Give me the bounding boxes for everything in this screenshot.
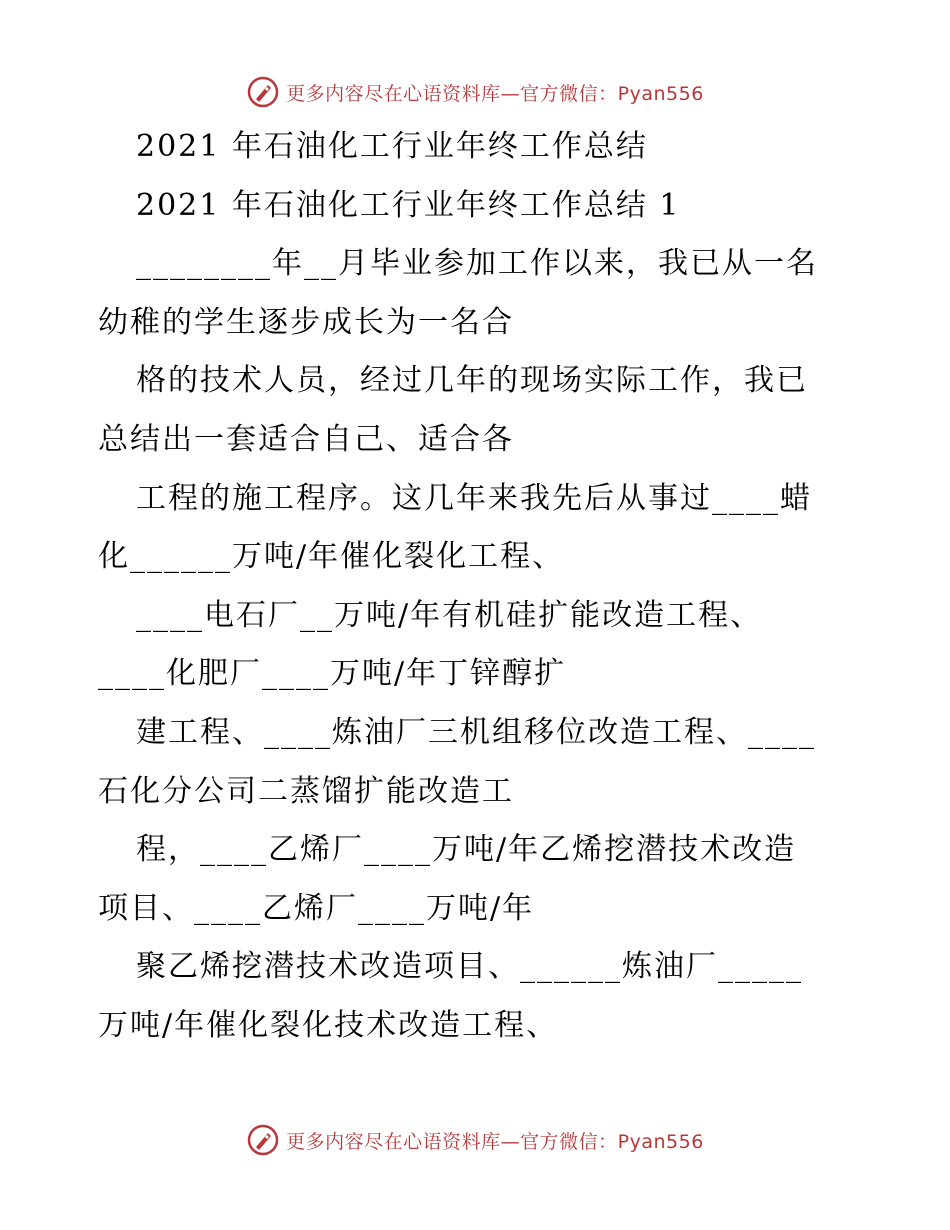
text-line: ____电石厂__万吨/年有机硅扩能改造工程、 xyxy=(136,597,763,633)
pen-nib-logo-icon xyxy=(246,1123,280,1157)
document-body xyxy=(98,118,858,1056)
text-line: ________年__月毕业参加工作以来，我已从一名 xyxy=(136,246,818,282)
text-line: 化______万吨/年催化裂化工程、 xyxy=(98,539,565,575)
text-line: 项目、____乙烯厂____万吨/年 xyxy=(98,890,535,926)
pen-nib-logo-icon xyxy=(246,75,280,109)
text-line: 总结出一套适合自己、适合各 xyxy=(98,421,514,457)
text-line: 建工程、____炼油厂三机组移位改造工程、____ xyxy=(136,714,816,750)
text-line: 格的技术人员，经过几年的现场实际工作，我已 xyxy=(136,363,808,399)
text-line: 聚乙烯挖潜技术改造项目、______炼油厂_____ xyxy=(136,949,803,985)
document-title: 2021 年石油化工行业年终工作总结 xyxy=(136,129,648,164)
text-line: 2021 年石油化工行业年终工作总结 1 xyxy=(136,187,681,223)
text-line: 幼稚的学生逐步成长为一名合 xyxy=(98,304,514,340)
watermark-text: 更多内容尽在心语资料库—官方微信：Pyan556 xyxy=(286,1130,704,1153)
text-line: 石化分公司二蒸馏扩能改造工 xyxy=(98,773,514,809)
text-line: 万吨/年催化裂化技术改造工程、 xyxy=(98,1007,559,1043)
watermark-text: 更多内容尽在心语资料库—官方微信：Pyan556 xyxy=(286,82,704,105)
text-line: ____化肥厂____万吨/年丁锌醇扩 xyxy=(98,656,567,692)
header-watermark xyxy=(0,70,950,114)
footer-watermark xyxy=(0,1118,950,1162)
text-line: 程，____乙烯厂____万吨/年乙烯挖潜技术改造 xyxy=(136,832,797,868)
text-line: 工程的施工程序。这几年来我先后从事过____蜡 xyxy=(136,480,812,516)
